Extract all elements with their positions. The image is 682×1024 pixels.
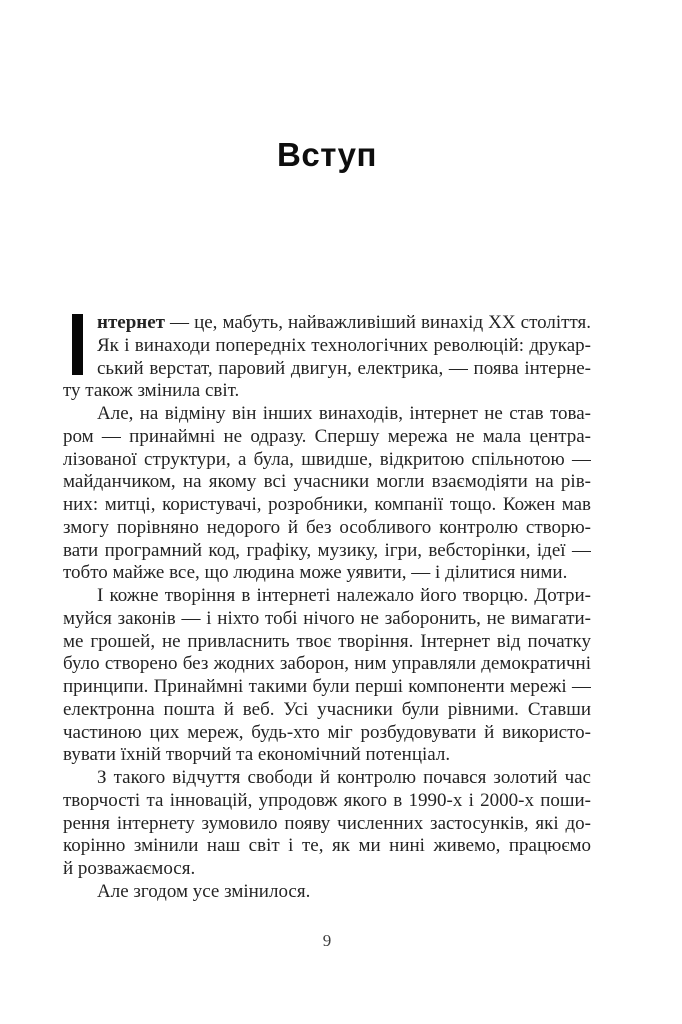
text-line: них: митці, користувачі, розробники, компанії тощо. Кожен мав: [63, 494, 591, 515]
text-line: ський верстат, паровий двигун, електрика, — поява інтерне-: [97, 357, 591, 379]
text-line: змогу порівняно недорого й без особливого контролю створю-: [63, 516, 591, 538]
text-line: муйся законів — і ніхто тобі нічого не заборонить, не вимагати-: [63, 607, 591, 629]
text-line: частиною цих мереж, будь-хто міг розбудовувати й використо-: [63, 721, 591, 743]
paragraphs-container: [63, 312, 591, 904]
text-line: й розважаємося.: [63, 858, 196, 879]
paragraph: [63, 767, 591, 881]
paragraph: [63, 312, 591, 403]
text-line: тобто майже все, що людина може уявити, — і ділитися ними.: [63, 562, 568, 584]
text-line: ту також змінила світ.: [63, 380, 240, 402]
text-line: ме грошей, не привласнить твоє творіння. Інтернет від початку: [63, 630, 591, 652]
text-line: електронна пошта й веб. Усі учасники були рівними. Ставши: [63, 698, 591, 720]
text-line: рення інтернету зумовило появу численних застосунків, які до-: [63, 812, 591, 834]
text-line: принципи. Принаймні такими були перші компоненти мережі —: [63, 676, 591, 697]
text-line: Але, на відміну він інших винаходів, інтернет не став това-: [97, 403, 591, 424]
text-line: З такого відчуття свободи й контролю почався золотий час: [97, 767, 591, 788]
body-text-block: [63, 312, 591, 904]
text-line: ром — принаймні не одразу. Спершу мережа не мала центра-: [63, 425, 591, 447]
text-line: майданчиком, на якому всі учасники могли взаємодіяти на рів-: [63, 471, 591, 493]
paragraph: [63, 403, 591, 585]
text-line: вувати їхній творчий та економічний потенціал.: [63, 744, 451, 766]
text-line: нтернет — це, мабуть, найважливіший винахід ХХ століття.: [97, 312, 591, 333]
text-line: І кожне творіння в інтернеті належало його творцю. Дотри-: [97, 585, 591, 606]
text-line: лізованої структури, а була, швидше, відкритою спільнотою —: [63, 448, 591, 470]
bold-lead-word: нтернет: [97, 312, 165, 333]
text-line: творчості та інновацій, упродовж якого в 1990-х і 2000-х поши-: [63, 789, 591, 811]
text-line: вати програмний код, графіку, музику, ігри, вебсторінки, ідеї —: [63, 539, 591, 561]
page-number: 9: [322, 931, 332, 950]
text-line: корінно змінили наш світ і те, як ми нині живемо, працюємо: [63, 835, 591, 857]
text-line: Як і винаходи попередніх технологічних революцій: друкар-: [97, 334, 591, 356]
text-line: Але згодом усе змінилося.: [97, 880, 311, 902]
paragraph: [63, 585, 591, 767]
text-line: було створено без жодних заборон, ним управляли демократичні: [63, 653, 591, 675]
chapter-title: Вступ: [277, 136, 377, 173]
paragraph: [63, 881, 591, 904]
